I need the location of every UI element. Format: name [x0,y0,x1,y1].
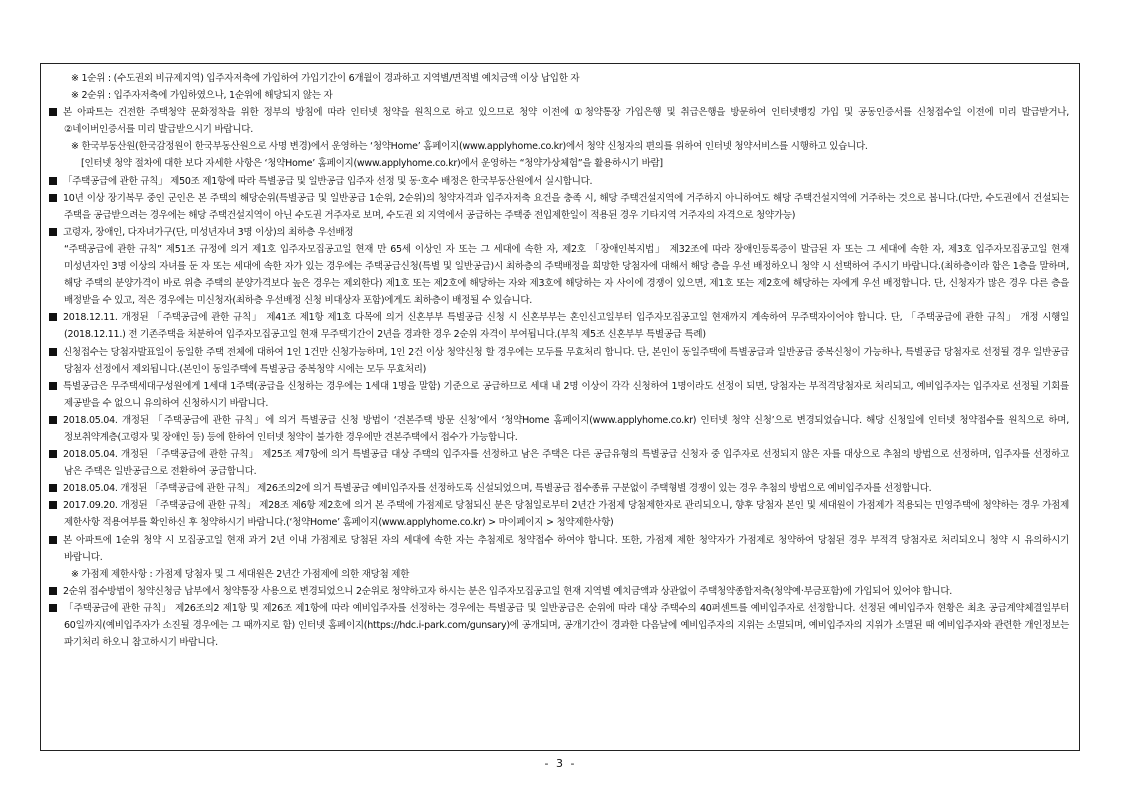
note-line [49,70,1069,87]
paragraph-text: 2018.05.04. 개정된 「주택공급에 관한 규칙」 제25조 제7항에 의거 특별공급 대상 주택의 입주자를 선정하고 남은 주택은 다른 공급유형의 특별공급 신청자 중 입주자로 선정되지 않은 자를 대상으로 추첨의 방법으로 선정하며, 입주자를 선정하고 남은 주택은 일반공급으로 전환하여 공급합니다. [63,449,1069,478]
square-bullet-icon [49,177,57,185]
square-bullet-icon [49,382,57,390]
bullet-paragraph [49,190,1069,224]
paragraph-text: [인터넷 청약 절차에 대한 보다 자세한 사항은 ‘청약Home’ 홈페이지(www.applyhome.co.kr)에서 운영하는 “청약가상체험”을 활용하시기 바람] [81,158,663,170]
bullet-paragraph [49,497,1069,531]
square-bullet-icon [49,604,57,612]
square-bullet-icon [49,348,57,356]
square-bullet-icon [49,194,57,202]
square-bullet-icon [49,587,57,595]
note-line [49,566,1069,583]
paragraph-text: 2018.12.11. 개정된 「주택공급에 관한 규칙」 제41조 제1항 제1호 다목에 의거 신혼부부 특별공급 신청 시 신혼부부는 혼인신고일부터 입주자모집공고일 현재까지 계속하여 무주택자이어야 합니다. 단, 「주택공급에 관한 규칙」 개정 시행일(2018.12.11.) 전 기존주택을 처분하여 입주자모집공고일 현재 무주택기간이 2년을 경과한 경우 2순위 자격이 부여됩니다.(부칙 제5조 신혼부부 특별공급 특례) [63,312,1069,341]
paragraph-text: ※ 가점제 제한사항 : 가점제 당첨자 및 그 세대원은 2년간 가점제에 의한 재당첨 제한 [71,568,410,580]
square-bullet-icon [49,313,57,321]
bullet-paragraph [49,600,1069,651]
bullet-paragraph [49,480,1069,497]
square-bullet-icon [49,416,57,424]
paragraph-text: 특별공급은 무주택세대구성원에게 1세대 1주택(공급을 신청하는 경우에는 1세대 1명을 말함) 기준으로 공급하므로 세대 내 2명 이상이 각각 신청하여 1명이라도 선정이 되면, 당첨자는 부적격당첨자로 처리되고, 예비입주자는 입주자로 선정될 기회를 제공받을 수 없으니 유의하여 신청하시기 바랍니다. [63,380,1069,409]
bullet-paragraph [49,583,1069,600]
bullet-paragraph [49,446,1069,480]
page-number: - 3 - [544,757,577,770]
bullet-paragraph [49,412,1069,446]
note-line [49,138,1069,155]
bullet-paragraph [49,224,1069,241]
paragraph-text: 본 아파트에 1순위 청약 시 모집공고일 현재 과거 2년 이내 가점제로 당첨된 자의 세대에 속한 자는 추첨제로 청약접수 하여야 합니다. 또한, 가점제 제한 청약자가 가점제로 청약하여 당첨된 경우 부적격 당첨자로 처리되오니 청약 시 유의하시기 바랍니다. [63,534,1069,563]
paragraph-text: 2순위 접수방법이 청약신청금 납부에서 청약통장 사용으로 변경되었으니 2순위로 청약하고자 하시는 분은 입주자모집공고일 현재 지역별 예치금액과 상관없이 주택청약종합저축(청약예·부금포함)에 가입되어 있어야 합니다. [63,585,953,597]
paragraph-text: 2017.09.20. 개정된 「주택공급에 관한 규칙」 제28조 제6항 제2호에 의거 본 주택에 가점제로 당첨되신 분은 당첨일로부터 2년간 가점제 당첨제한자로 관리되오니, 향후 당첨자 본인 및 세대원이 가점제가 적용되는 민영주택에 청약하는 경우 가점제 제한사항 적용여부를 확인하신 후 청약하시기 바랍니다.(‘청약Home’ 홈페이지(www.applyhome.co.kr) > 마이페이지 > 청약제한사항) [63,500,1069,529]
paragraph-text: ※ 한국부동산원(한국감정원이 한국부동산원으로 사명 변경)에서 운영하는 ‘청약Home’ 홈페이지(www.applyhome.co.kr)에서 청약 신청자의 편의를 위하여 인터넷 청약서비스를 시행하고 있습니다. [71,141,868,153]
paragraph-text: 「주택공급에 관한 규칙」 제50조 제1항에 따라 특별공급 및 일반공급 입주자 선정 및 동·호수 배정은 한국부동산원에서 실시합니다. [63,175,593,187]
paragraph-text: 신청접수는 당첨자발표일이 동일한 주택 전체에 대하여 1인 1건만 신청가능하며, 1인 2건 이상 청약신청 할 경우에는 모두를 무효처리 합니다. 단, 본인이 동일주택에 특별공급과 일반공급 중복신청이 가능하나, 특별공급 당첨자로 선정될 경우 일반공급 당첨자 선정에서 제외됩니다.(본인이 동일주택에 특별공급 중복청약 시에는 모두 무효처리) [63,346,1069,375]
square-bullet-icon [49,484,57,492]
notice-box [40,63,1080,751]
paragraph-text: ※ 2순위 : 입주자저축에 가입하였으나, 1순위에 해당되지 않는 자 [71,90,333,102]
bullet-paragraph [49,344,1069,378]
square-bullet-icon [49,228,57,236]
note-line [49,87,1069,104]
paragraph-text: 10년 이상 장기복무 중인 군인은 본 주택의 해당순위(특별공급 및 일반공급 1순위, 2순위)의 청약자격과 입주자저축 요건을 충족 시, 해당 주택건설지역에 거주하지 아니하여도 해당 주택건설지역에 거주하는 것으로 봅니다.(다만, 수도권에서 건설되는 주택을 공급받으려는 경우에는 해당 주택건설지역이 아닌 수도권 거주자로 보며, 수도권 외 지역에서 공급하는 주택중 전입제한일이 적용된 경우 기타지역 거주자의 자격으로 청약가능) [63,192,1069,221]
square-bullet-icon [49,450,57,458]
bullet-paragraph [49,104,1069,138]
paragraph-text: 고령자, 장애인, 다자녀가구(단, 미성년자녀 3명 이상)의 최하층 우선배정 [63,226,354,238]
bullet-paragraph [49,173,1069,190]
square-bullet-icon [49,108,57,116]
paragraph-text: ※ 1순위 : (수도권외 비규제지역) 입주자저축에 가입하여 가입기간이 6개월이 경과하고 지역별/면적별 예치금액 이상 납입한 자 [71,73,580,84]
paragraph-text [49,241,1069,309]
paragraph-text: 2018.05.04. 개정된 「주택공급에 관한 규칙」에 의거 특별공급 신청 방법이 ‘견본주택 방문 신청’에서 ‘청약Home 홈페이지(www.applyhome.co.kr) 인터넷 청약 신청’으로 변경되었습니다. 해당 신청일에 인터넷 청약접수를 원칙으로 하며, 정보취약계층(고령자 및 장애인 등) 등에 한하여 인터넷 청약이 불가한 경우에만 견본주택에서 접수가 가능합니다. [63,414,1069,443]
square-bullet-icon [49,536,57,544]
paragraph-text: “주택공급에 관한 규칙” 제51조 규정에 의거 제1호 입주자모집공고일 현재 만 65세 이상인 자 또는 그 세대에 속한 자, 제2호 「장애인복지법」 제32조에 따라 장애인등록증이 발급된 자 또는 그 세대에 속한 자, 제3호 입주자모집공고일 현재 미성년자인 3명 이상의 자녀를 둔 자 또는 세대에 속한 자가 있는 경우에는 주택공급신청(특별 및 일반공급)시 최하층의 주택배정을 희망한 당첨자에 대해서 해당 층을 우선 배정하오니 청약 시 선택하여 주시기 바랍니다.(최하층이라 함은 1층을 말하며, 해당 주택의 분양가격이 바로 위층 주택의 분양가격보다 높은 경우는 제외한다) 제1호 또는 제2호에 해당하는 자와 제3호에 해당하는 자 사이에 경쟁이 있으면, 제1호 또는 제2호에 해당하는 자에게 우선 배정합니다. 단, 신청자가 많은 경우 다른 층을 배정받을 수 있고, 적은 경우에는 미신청자(최하층 우선배정 신청 비대상자 포함)에게도 최하층이 배정될 수 있습니다. [64,243,1069,307]
paragraph-text [49,155,1069,172]
paragraph-text: 「주택공급에 관한 규칙」 제26조의2 제1항 및 제26조 제1항에 따라 예비입주자를 선정하는 경우에는 특별공급 및 일반공급은 순위에 따라 대상 주택수의 40퍼센트를 예비입주자로 선정합니다. 선정된 예비입주자 현황은 최초 공급계약체결일부터 60일까지(예비입주자가 소진될 경우에는 그 때까지로 함) 인터넷 홈페이지(https://hdc.i-park.com/gunsary)에 공개되며, 공개기간이 경과한 다음날에 예비입주자의 지위는 소멸되며, 예비입주자의 지위가 소멸된 때 예비입주자와 관련한 개인정보는 파기처리 하오니 참고하시기 바랍니다. [63,602,1069,649]
bullet-paragraph [49,532,1069,566]
paragraph-text: 2018.05.04. 개정된 「주택공급에 관한 규칙」 제26조의2에 의거 특별공급 예비입주자를 선정하도록 신설되었으며, 특별공급 접수종류 구분없이 주택형별 경쟁이 있는 경우 추첨의 방법으로 예비입주자를 선정합니다. [63,483,932,495]
square-bullet-icon [49,501,57,509]
paragraph-text: 본 아파트는 건전한 주택청약 문화정착을 위한 정부의 방침에 따라 인터넷 청약을 원칙으로 하고 있으므로 청약 이전에 ①청약통장 가입은행 및 취급은행을 방문하여 인터넷뱅킹 가입 및 공동인증서를 신청접수일 이전에 미리 발급받거나, ②네이버인증서를 미리 발급받으시기 바랍니다. [63,107,1069,136]
bullet-paragraph [49,378,1069,412]
bullet-paragraph [49,309,1069,343]
